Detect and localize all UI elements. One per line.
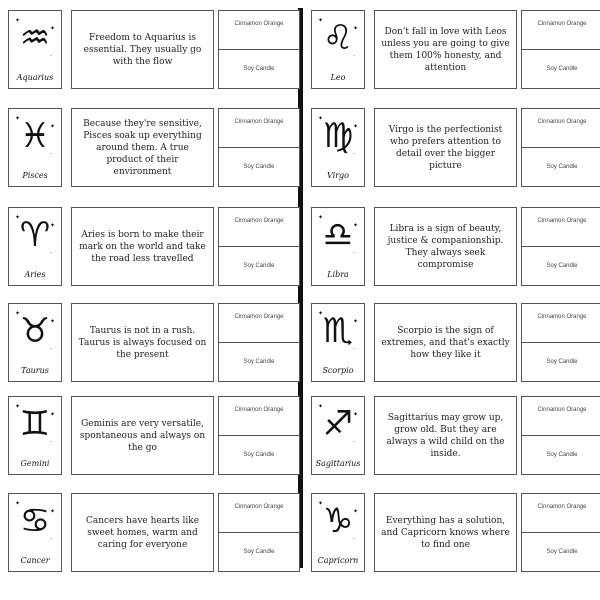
candle-label <box>311 493 600 572</box>
wax-type: Soy Candle <box>546 65 578 72</box>
sparkle-icon: ✦ <box>15 310 21 317</box>
scent-box <box>521 10 600 89</box>
sign-description: Scorpio is the sign of extremes, and that's exactly how they like it <box>374 303 517 382</box>
libra-icon: ♎ <box>322 215 354 255</box>
candle-label <box>8 10 300 89</box>
wax-type: Soy Candle <box>243 163 275 170</box>
sparkle-icon: ✦ <box>318 500 324 507</box>
scent-box <box>521 207 600 286</box>
sparkle-icon: ✦ <box>15 17 21 24</box>
sign-icon-box <box>311 493 365 572</box>
scent-box <box>218 108 300 187</box>
scent-name: Cinnamon Orange <box>219 11 299 50</box>
sparkle-icon: ✦ <box>352 222 358 229</box>
gemini-icon: ♊ <box>19 404 51 444</box>
wax-type: Soy Candle <box>546 548 578 555</box>
sparkle-icon: ✦ <box>318 403 324 410</box>
sign-description: Everything has a solution, and Capricorn knows where to find one <box>374 493 517 572</box>
sparkle-icon: · <box>353 250 355 257</box>
capricorn-icon: ♑ <box>322 501 354 541</box>
sparkle-icon: · <box>50 53 52 60</box>
aries-icon: ♈ <box>19 215 51 255</box>
sign-description: Freedom to Aquarius is essential. They usually go with the flow <box>71 10 214 89</box>
wax-type: Soy Candle <box>243 548 275 555</box>
scent-name: Cinnamon Orange <box>219 397 299 436</box>
sparkle-icon: ✦ <box>49 318 55 325</box>
sparkle-icon: ✦ <box>352 25 358 32</box>
sparkle-icon: ✦ <box>352 411 358 418</box>
sparkle-icon: · <box>50 346 52 353</box>
scent-name: Cinnamon Orange <box>522 11 600 50</box>
sparkle-icon: ✦ <box>15 500 21 507</box>
candle-label <box>311 207 600 286</box>
sign-name: Leo <box>330 73 346 82</box>
sparkle-icon: ✦ <box>352 318 358 325</box>
sparkle-icon: ✦ <box>352 508 358 515</box>
scent-name: Cinnamon Orange <box>219 208 299 247</box>
sparkle-icon: · <box>50 250 52 257</box>
scent-box <box>218 396 300 475</box>
sign-icon-box <box>311 108 365 187</box>
wax-type: Soy Candle <box>546 262 578 269</box>
sparkle-icon: · <box>50 439 52 446</box>
scent-box <box>521 108 600 187</box>
candle-label <box>311 108 600 187</box>
scent-name: Cinnamon Orange <box>522 494 600 533</box>
scent-name: Cinnamon Orange <box>522 109 600 148</box>
candle-label <box>311 10 600 89</box>
sparkle-icon: ✦ <box>15 214 21 221</box>
virgo-icon: ♍ <box>322 116 354 156</box>
candle-label <box>8 303 300 382</box>
scent-name: Cinnamon Orange <box>522 304 600 343</box>
sparkle-icon: · <box>353 439 355 446</box>
sign-icon-box <box>311 303 365 382</box>
scent-name: Cinnamon Orange <box>219 494 299 533</box>
sparkle-icon: ✦ <box>15 115 21 122</box>
sparkle-icon: ✦ <box>318 310 324 317</box>
sign-icon-box <box>8 108 62 187</box>
scent-box <box>218 303 300 382</box>
sign-icon-box <box>8 396 62 475</box>
sign-description: Cancers have hearts like sweet homes, warm and caring for everyone <box>71 493 214 572</box>
sign-name: Sagittarius <box>315 459 361 468</box>
sparkle-icon: · <box>353 346 355 353</box>
sparkle-icon: · <box>50 151 52 158</box>
sign-name: Capricorn <box>317 556 359 565</box>
sign-name: Gemini <box>20 459 50 468</box>
sign-name: Scorpio <box>322 366 354 375</box>
leo-icon: ♌ <box>322 18 354 58</box>
cancer-icon: ♋ <box>19 501 51 541</box>
scent-name: Cinnamon Orange <box>522 208 600 247</box>
sparkle-icon: ✦ <box>49 411 55 418</box>
wax-type: Soy Candle <box>243 65 275 72</box>
sign-icon-box <box>8 303 62 382</box>
scent-box <box>218 207 300 286</box>
candle-label <box>311 396 600 475</box>
sign-icon-box <box>8 493 62 572</box>
aquarius-icon: ♒ <box>19 18 51 58</box>
scent-box <box>521 493 600 572</box>
sparkle-icon: ✦ <box>49 508 55 515</box>
sparkle-icon: ✦ <box>318 17 324 24</box>
taurus-icon: ♉ <box>19 311 51 351</box>
sign-description: Geminis are very versatile, spontaneous and always on the go <box>71 396 214 475</box>
sign-description: Taurus is not in a rush. Taurus is always focused on the present <box>71 303 214 382</box>
sign-description: Sagittarius may grow up, grow old. But they are always a wild child on the inside. <box>374 396 517 475</box>
sign-description: Don't fall in love with Leos unless you are going to give them 100% honesty, and attention <box>374 10 517 89</box>
wax-type: Soy Candle <box>243 358 275 365</box>
candle-label <box>8 108 300 187</box>
sign-description: Libra is a sign of beauty, justice & companionship. They always seek compromise <box>374 207 517 286</box>
candle-label <box>8 493 300 572</box>
pisces-icon: ♓ <box>19 116 51 156</box>
sparkle-icon: ✦ <box>49 123 55 130</box>
sparkle-icon: ✦ <box>352 123 358 130</box>
scent-box <box>521 303 600 382</box>
sparkle-icon: · <box>50 536 52 543</box>
sign-name: Libra <box>327 270 349 279</box>
sparkle-icon: · <box>353 536 355 543</box>
sign-name: Aries <box>24 270 46 279</box>
sign-name: Taurus <box>21 366 49 375</box>
sign-name: Virgo <box>327 171 349 180</box>
sparkle-icon: ✦ <box>15 403 21 410</box>
sign-icon-box <box>8 10 62 89</box>
sparkle-icon: ✦ <box>49 25 55 32</box>
wax-type: Soy Candle <box>546 358 578 365</box>
sign-description: Because they're sensitive, Pisces soak up everything around them. A true product of their environment <box>71 108 214 187</box>
sparkle-icon: ✦ <box>49 222 55 229</box>
sparkle-icon: · <box>353 151 355 158</box>
sagittarius-icon: ♐ <box>322 404 354 444</box>
sparkle-icon: ✦ <box>318 214 324 221</box>
wax-type: Soy Candle <box>243 262 275 269</box>
sparkle-icon: · <box>353 53 355 60</box>
sign-name: Aquarius <box>16 73 54 82</box>
sign-name: Cancer <box>20 556 50 565</box>
wax-type: Soy Candle <box>243 451 275 458</box>
scent-name: Cinnamon Orange <box>219 304 299 343</box>
sign-icon-box <box>311 10 365 89</box>
scent-box <box>218 10 300 89</box>
sign-description: Virgo is the perfectionist who prefers attention to detail over the bigger picture <box>374 108 517 187</box>
wax-type: Soy Candle <box>546 451 578 458</box>
sign-name: Pisces <box>22 171 48 180</box>
wax-type: Soy Candle <box>546 163 578 170</box>
scent-name: Cinnamon Orange <box>522 397 600 436</box>
candle-label <box>311 303 600 382</box>
scorpio-icon: ♏ <box>322 311 354 351</box>
sign-icon-box <box>311 396 365 475</box>
sign-icon-box <box>311 207 365 286</box>
sign-description: Aries is born to make their mark on the world and take the road less travelled <box>71 207 214 286</box>
scent-name: Cinnamon Orange <box>219 109 299 148</box>
scent-box <box>521 396 600 475</box>
sign-icon-box <box>8 207 62 286</box>
column-divider <box>298 8 303 568</box>
sparkle-icon: ✦ <box>318 115 324 122</box>
candle-label <box>8 396 300 475</box>
scent-box <box>218 493 300 572</box>
candle-label <box>8 207 300 286</box>
